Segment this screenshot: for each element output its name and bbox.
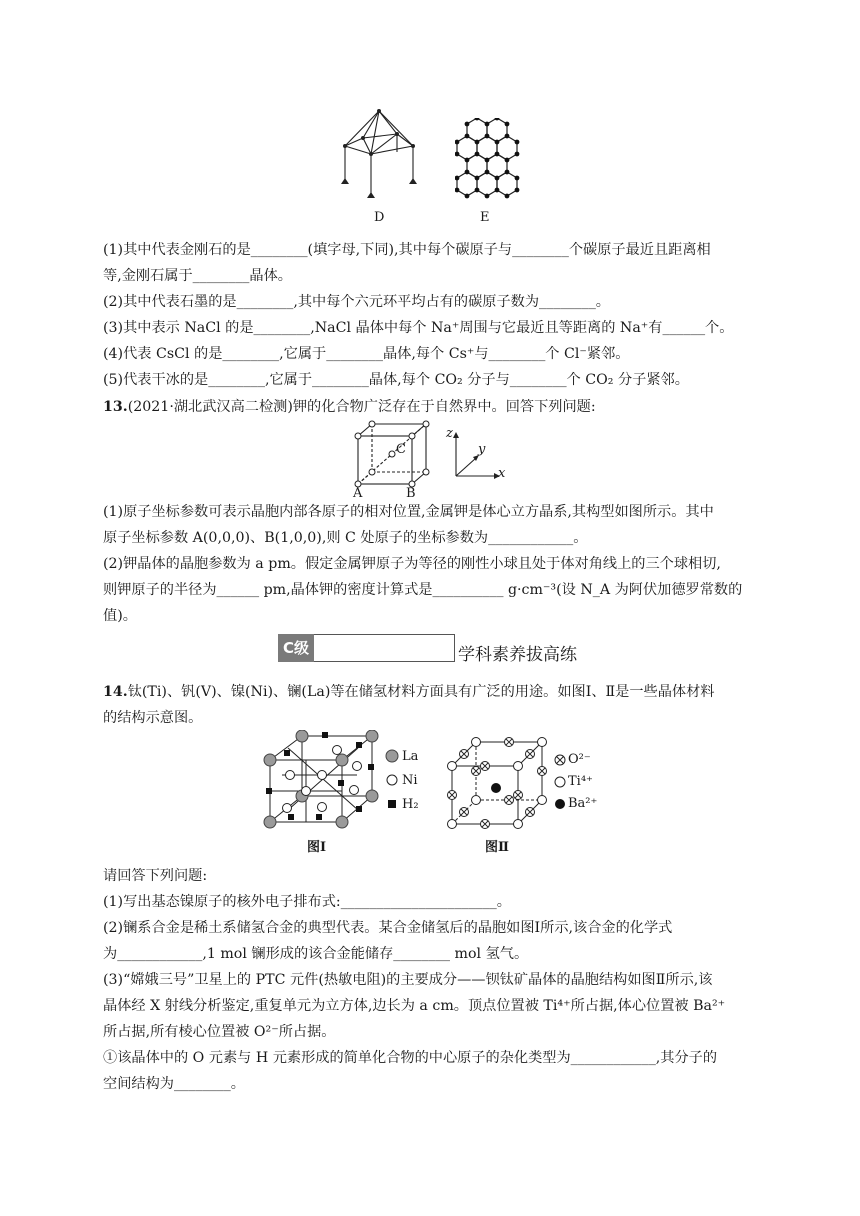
legend-h2: H₂ bbox=[402, 797, 419, 812]
q13-label-b: B bbox=[406, 486, 416, 501]
q13-part1-cont: 原子坐标参数 A(0,0,0)、B(1,0,0),则 C 处原子的坐标参数为____________。 bbox=[103, 530, 588, 546]
legend-o2: O²⁻ bbox=[568, 752, 591, 767]
q13-axis-x: x bbox=[498, 466, 506, 481]
figure-2-caption: 图Ⅱ bbox=[485, 840, 509, 855]
q14-part3-cont2: 所占据,所有棱心位置被 O²⁻所占据。 bbox=[103, 1024, 336, 1040]
banner-text: 学科素养拔高练 bbox=[458, 645, 577, 665]
q14-part3-sub1-cont: 空间结构为________。 bbox=[103, 1076, 245, 1092]
q14-heading-text: 钛(Ti)、钒(V)、镍(Ni)、镧(La)等在储氢材料方面具有广泛的用途。如图Ⅰ、Ⅱ是一些晶体材料 bbox=[127, 684, 715, 700]
q14-part3-sub1: ①该晶体中的 O 元素与 H 元素形成的简单化合物的中心原子的杂化类型为____________,其分子的 bbox=[103, 1050, 718, 1066]
figure-e-structure bbox=[455, 118, 525, 202]
figure-d-label: D bbox=[374, 210, 385, 225]
q14-part1: (1)写出基态镍原子的核外电子排布式:______________________。 bbox=[103, 894, 511, 910]
q14-number: 14. bbox=[103, 684, 128, 700]
q14-part2: (2)镧系合金是稀土系储氢合金的典型代表。某合金储氢后的晶胞如图Ⅰ所示,该合金的化学式 bbox=[103, 920, 673, 936]
q14-part2-cont: 为____________,1 mol 镧形成的该合金能储存________ mol 氢气。 bbox=[103, 946, 529, 962]
q13-heading bbox=[103, 397, 753, 417]
q13-axis-y: y bbox=[478, 442, 486, 457]
q14-part3-cont: 晶体经 X 射线分析鉴定,重复单元为立方体,边长为 a cm。顶点位置被 Ti⁴⁺所占据,体心位置被 Ba²⁺ bbox=[103, 998, 726, 1014]
figure-1-lani-cell bbox=[262, 730, 422, 830]
q12-part5: (5)代表干冰的是________,它属于________晶体,每个 CO₂ 分子与________个 CO₂ 分子紧邻。 bbox=[103, 372, 689, 388]
q13-label-a: A bbox=[353, 486, 363, 501]
q14-heading-cont: 的结构示意图。 bbox=[103, 710, 203, 726]
q13-part2-cont: 则钾原子的半径为______ pm,晶体钾的密度计算式是__________ g·cm⁻³(设 N_A 为阿伏加德罗常数的 bbox=[103, 582, 743, 598]
q13-axis-z: z bbox=[446, 426, 453, 441]
q12-part3: (3)其中表示 NaCl 的是________,NaCl 晶体中每个 Na⁺周围与它最近且等距离的 Na⁺有______个。 bbox=[103, 320, 734, 336]
q14-ask: 请回答下列问题: bbox=[103, 868, 208, 884]
q14-heading bbox=[103, 682, 753, 702]
q13-label-c: C bbox=[396, 442, 406, 457]
figure-d-structure bbox=[335, 108, 427, 208]
q13-heading-text: (2021·湖北武汉高二检测)钾的化合物广泛存在于自然界中。回答下列问题: bbox=[127, 399, 596, 415]
q13-part2: (2)钾晶体的晶胞参数为 a pm。假定金属钾原子为等径的刚性小球且处于体对角线上的三个球相切, bbox=[103, 556, 721, 572]
q12-part2: (2)其中代表石墨的是________,其中每个六元环平均占有的碳原子数为________。 bbox=[103, 294, 610, 310]
q13-part1: (1)原子坐标参数可表示晶胞内部各原子的相对位置,金属钾是体心立方晶系,其构型如图所示。其中 bbox=[103, 504, 714, 520]
level-tag: C级 bbox=[278, 634, 314, 662]
q13-bcc-cell-figure bbox=[352, 420, 512, 498]
q14-part3: (3)“嫦娥三号”卫星上的 PTC 元件(热敏电阻)的主要成分——钡钛矿晶体的晶胞结构如图Ⅱ所示,该 bbox=[103, 972, 713, 988]
q12-part1-cont: 等,金刚石属于________晶体。 bbox=[103, 268, 292, 284]
figure-e-label: E bbox=[480, 210, 490, 225]
legend-ba2: Ba²⁺ bbox=[568, 796, 598, 811]
banner-box bbox=[314, 634, 455, 662]
q12-part4: (4)代表 CsCl 的是________,它属于________晶体,每个 Cs⁺与________个 Cl⁻紧邻。 bbox=[103, 346, 630, 362]
legend-ti4: Ti⁴⁺ bbox=[568, 774, 593, 789]
figure-2-batio3-cell bbox=[442, 730, 582, 830]
figure-1-caption: 图Ⅰ bbox=[307, 840, 327, 855]
q12-part1: (1)其中代表金刚石的是________(填字母,下同),其中每个碳原子与________个碳原子最近且距离相 bbox=[103, 242, 711, 258]
q13-part2-end: 值)。 bbox=[103, 608, 137, 624]
legend-la: La bbox=[402, 749, 419, 764]
section-banner bbox=[278, 632, 588, 666]
q13-number: 13. bbox=[103, 399, 128, 415]
legend-ni: Ni bbox=[402, 773, 418, 788]
